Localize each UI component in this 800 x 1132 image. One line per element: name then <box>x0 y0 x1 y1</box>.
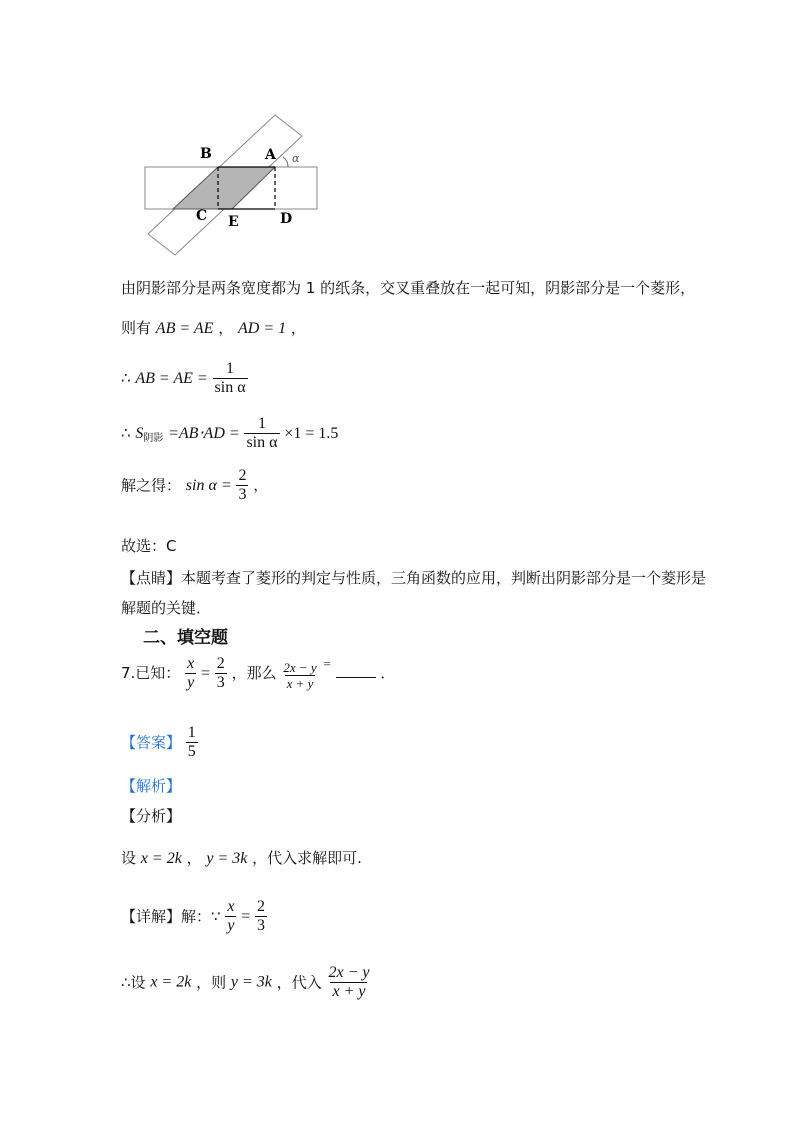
fraction-1-over-sin <box>213 360 248 397</box>
question-7-prefix: 7.已知： <box>121 664 181 682</box>
fraction-denominator: x + y <box>332 983 366 1000</box>
label-b: B <box>200 146 212 162</box>
label-e: E <box>228 214 239 230</box>
fraction-numerator: 2 <box>238 467 247 484</box>
therefore-symbol: ∴ <box>121 424 131 442</box>
answer-line <box>121 724 198 761</box>
eq-y-3k: y = 3k <box>206 850 248 867</box>
fraction-2-over-3 <box>215 655 227 692</box>
explanation-line-3 <box>121 360 248 397</box>
fraction-numerator: 2 <box>257 898 266 915</box>
section-title: 二、填空题 <box>143 628 228 648</box>
fraction-numerator: 1 <box>257 415 266 432</box>
area-expression: =AB⋅AD = <box>168 425 240 442</box>
fraction-numerator: 2x − y <box>328 964 370 981</box>
angle-arc <box>283 157 288 167</box>
detail-line <box>121 898 267 935</box>
fraction-2x-y-over-x-y <box>281 660 318 691</box>
eq-ab-ae: AB = AE <box>155 320 214 337</box>
equals-sign: = <box>323 656 331 671</box>
area-result: ×1 = 1.5 <box>284 425 339 442</box>
explanation-line-2 <box>121 318 306 339</box>
fraction-numerator: 1 <box>226 360 235 377</box>
eq-ad-1: AD = 1 <box>237 320 287 337</box>
eq-x-2k: x = 2k <box>150 973 192 991</box>
substitution-prefix: ∴设 <box>121 973 146 992</box>
fraction-numerator: x <box>187 655 195 672</box>
fraction-x-over-y <box>225 898 236 935</box>
fraction-2-over-3 <box>236 467 248 504</box>
fraction-numerator: 2 <box>216 655 225 672</box>
fraction-1-over-sin <box>244 415 279 452</box>
label-a: A <box>265 147 276 163</box>
setup-prefix: 设 <box>121 849 137 867</box>
equals-sign: = <box>241 908 251 925</box>
answer-choice-line: 故选：C <box>121 537 177 555</box>
fraction-1-over-5 <box>186 724 198 761</box>
substitution-line <box>121 964 371 1001</box>
question-7-mid: ，那么 <box>231 664 277 682</box>
line5-end: ， <box>253 476 269 494</box>
comment-line-1: 【点睛】本题考查了菱形的判定与性质，三角函数的应用，判断出阴影部分是一个菱形是 <box>121 569 707 587</box>
fraction-numerator: 1 <box>187 724 196 741</box>
explanation-line-1: 由阴影部分是两条宽度都为 1 的纸条，交叉重叠放在一起可知，阴影部分是一个菱形， <box>121 279 696 297</box>
setup-end: ，代入求解即可. <box>252 849 362 867</box>
setup-sep: ， <box>186 849 202 867</box>
fraction-denominator: 3 <box>238 486 247 503</box>
fraction-x-over-y <box>185 655 196 692</box>
fraction-denominator: 3 <box>216 674 225 691</box>
answer-label: 【答案】 <box>121 733 182 752</box>
fraction-denominator: y <box>187 674 195 691</box>
fraction-denominator: y <box>227 917 235 934</box>
eq-y-3k: y = 3k <box>230 973 272 991</box>
eq-x-2k: x = 2k <box>140 850 182 867</box>
setup-line <box>121 848 362 869</box>
fenxi-label: 【分析】 <box>121 807 182 825</box>
detail-prefix: 【详解】解：∵ <box>121 907 221 926</box>
line2-prefix: 则有 <box>121 319 152 337</box>
comment-line-2: 解题的关键． <box>121 599 212 617</box>
fraction-numerator: x <box>227 898 235 915</box>
fraction-denominator: sin α <box>246 434 278 451</box>
fraction-denominator: 5 <box>187 743 196 760</box>
rhombus-strips-figure <box>140 110 330 260</box>
label-alpha: α <box>292 152 300 165</box>
equals-sign: = <box>200 665 211 682</box>
analysis-label: 【解析】 <box>121 777 182 795</box>
label-c: C <box>196 208 208 224</box>
fraction-denominator: 3 <box>257 917 266 934</box>
explanation-line-5 <box>121 467 268 504</box>
explanation-line-4 <box>121 415 338 452</box>
question-7-end: ． <box>380 664 396 682</box>
line2-end: ， <box>290 319 306 337</box>
area-subscript: 阴影 <box>143 433 164 444</box>
fraction-denominator: x + y <box>286 676 314 691</box>
fraction-denominator: sin α <box>214 379 246 396</box>
therefore-symbol: ∴ <box>121 369 131 387</box>
substitution-mid: ，则 <box>196 973 227 992</box>
shaded-rhombus <box>173 167 275 209</box>
question-7 <box>121 654 395 692</box>
fraction-2-over-3 <box>255 898 267 935</box>
area-symbol: $S_{阴影}$ <box>135 425 164 444</box>
fraction-2x-y-over-x-y <box>326 964 371 1001</box>
answer-blank[interactable] <box>336 677 376 678</box>
label-d: D <box>280 211 293 227</box>
sin-alpha-eq: sin α = <box>185 477 232 494</box>
solve-prefix: 解之得： <box>121 476 182 495</box>
line2-sep: ， <box>218 319 234 337</box>
fraction-numerator: 2x − y <box>283 660 317 675</box>
substitution-sub: ，代入 <box>276 973 322 992</box>
eq-ab-ae-lhs: AB = AE = <box>135 370 208 387</box>
